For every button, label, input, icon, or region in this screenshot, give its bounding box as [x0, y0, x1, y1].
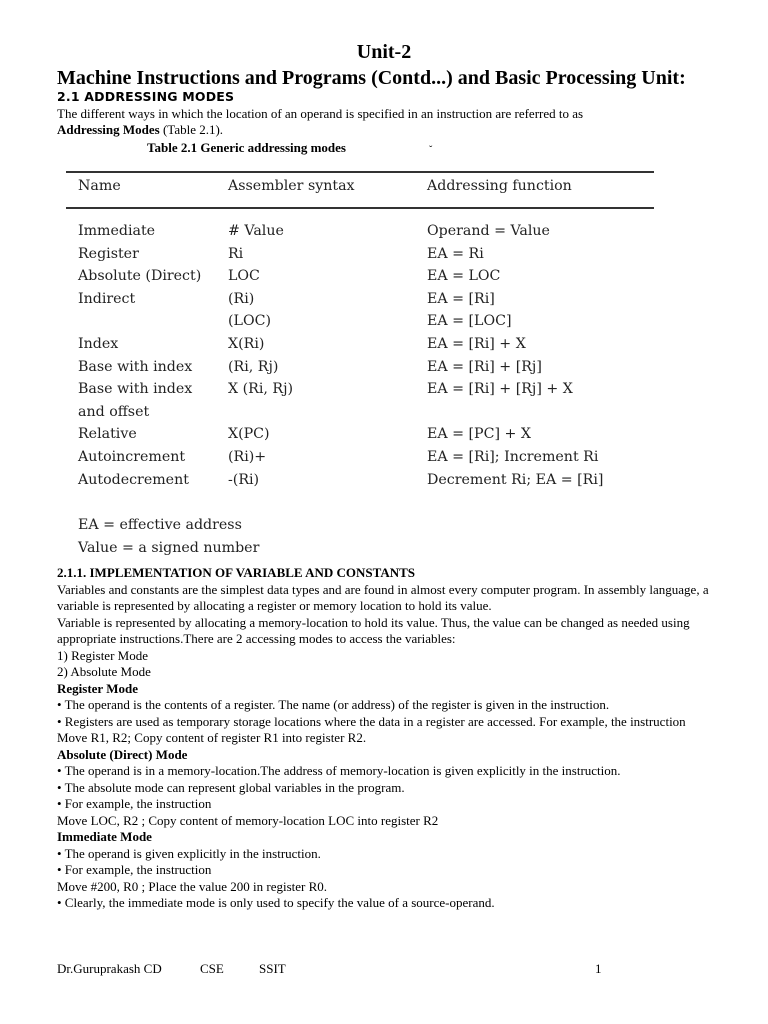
immediate-mode-bullet-1: • The operand is given explicitly in the instruction.: [57, 845, 321, 861]
table-cell-name: Absolute (Direct): [78, 268, 202, 285]
section-heading: 2.1 ADDRESSING MODES: [57, 89, 235, 104]
table-cell-function: EA = [LOC]: [427, 313, 512, 330]
list-item-absolute-mode: 2) Absolute Mode: [57, 664, 151, 679]
footer-author: Dr.Guruprakash CD: [57, 961, 162, 976]
scan-artifact-mark: ˇ: [429, 145, 433, 156]
table-cell-name: Base with index: [78, 358, 193, 375]
table-cell-function: EA = LOC: [427, 268, 501, 285]
table-header-rule: [66, 207, 654, 209]
table-cell-function: Decrement Ri; EA = [Ri]: [427, 471, 604, 488]
intro-text: The different ways in which the location of an operand is specified in an instruction are referred to as: [57, 106, 584, 121]
table-cell-syntax: -(Ri): [228, 471, 260, 488]
table-cell-function: EA = [Ri] + [Rj]: [427, 358, 542, 375]
register-mode-bullet-1: • The operand is the contents of a register. The name (or address) of the register is given in the instruction.: [57, 697, 610, 712]
footer-page-number: 1: [595, 961, 602, 976]
table-cell-name: Relative: [78, 426, 137, 443]
absolute-mode-bullet-1: • The operand is in a memory-location.The address of memory-location is given explicitly in the instruction.: [57, 763, 621, 778]
table-caption: Table 2.1 Generic addressing modes: [147, 140, 346, 155]
absolute-mode-bullet-2: • The absolute mode can represent global variables in the program.: [57, 779, 405, 795]
table-cell-syntax: X (Ri, Rj): [228, 381, 294, 398]
header-function: Addressing function: [427, 178, 572, 194]
table-cell-syntax: (Ri): [228, 290, 255, 307]
table-cell-name: and offset: [78, 403, 150, 420]
immediate-mode-example: Move #200, R0 ; Place the value 200 in register R0.: [57, 878, 328, 894]
table-cell-name: Index: [78, 336, 119, 352]
intro-paragraph: [57, 106, 727, 138]
register-mode-bullet-2: • Registers are used as temporary storage locations where the data in a register are accessed. For example, the instruction: [57, 713, 686, 729]
table-cell-function: EA = [PC] + X: [427, 426, 531, 443]
table-cell-syntax: LOC: [228, 268, 260, 285]
list-item-register-mode: 1) Register Mode: [57, 647, 148, 663]
immediate-mode-bullet-3: • Clearly, the immediate mode is only used to specify the value of a source-operand.: [57, 895, 495, 910]
footer-department: CSE: [200, 961, 224, 976]
register-mode-heading: Register Mode: [57, 680, 138, 696]
header-syntax: Assembler syntax: [228, 178, 355, 194]
paragraph-variable-representation: Variable is represented by allocating a memory-location to hold its value. Thus, the value can be changed as needed using appropriate instructions.There are 2 accessing modes to access the variables:: [57, 614, 690, 646]
addressing-modes-table: [66, 164, 661, 560]
table-cell-name: Base with index: [78, 381, 193, 398]
table-cell-function: EA = [Ri]: [427, 290, 495, 307]
absolute-mode-example: Move LOC, R2 ; Copy content of memory-location LOC into register R2: [57, 812, 439, 828]
table-cell-syntax: X(Ri): [228, 336, 265, 352]
table-cell-syntax: Ri: [228, 245, 244, 262]
body-content: [57, 565, 737, 912]
addressing-modes-term: Addressing Modes: [57, 122, 160, 137]
table-cell-function: EA = [Ri]; Increment Ri: [427, 449, 599, 465]
immediate-mode-bullet-2: • For example, the instruction: [57, 862, 212, 877]
register-mode-example: Move R1, R2; Copy content of register R1 into register R2.: [57, 730, 367, 745]
chapter-title: Machine Instructions and Programs (Contd...) and Basic Processing Unit:: [57, 67, 686, 89]
intro-table-ref: (Table 2.1).: [159, 122, 224, 137]
absolute-mode-bullet-3: • For example, the instruction: [57, 796, 212, 811]
table-cell-syntax: X(PC): [228, 426, 270, 443]
table-cell-syntax: (Ri, Rj): [228, 358, 279, 375]
table-cell-syntax: (LOC): [228, 313, 271, 330]
table-cell-name: Autoincrement: [78, 449, 186, 465]
immediate-mode-heading: Immediate Mode: [57, 829, 152, 844]
unit-title: Unit-2: [356, 41, 412, 63]
table-top-rule: [66, 171, 654, 173]
absolute-mode-heading: Absolute (Direct) Mode: [57, 746, 188, 762]
footnote-value: Value = a signed number: [78, 540, 260, 556]
table-cell-name: Register: [78, 245, 139, 262]
header-name: Name: [78, 178, 121, 194]
table-cell-function: EA = [Ri] + X: [427, 336, 526, 352]
table-cell-name: Immediate: [78, 223, 156, 239]
subsection-heading: 2.1.1. IMPLEMENTATION OF VARIABLE AND CONSTANTS: [57, 565, 416, 580]
table-cell-function: EA = Ri: [427, 245, 484, 262]
table-cell-syntax: (Ri)+: [228, 449, 267, 465]
table-cell-syntax: # Value: [228, 223, 284, 239]
table-cell-function: Operand = Value: [427, 223, 550, 239]
paragraph-variables: Variables and constants are the simplest data types and are found in almost every computer program. In assembly language, a variable is represented by allocating a register or memory location to hold its value.: [57, 581, 709, 613]
table-cell-function: EA = [Ri] + [Rj] + X: [427, 381, 573, 398]
table-cell-name: Indirect: [78, 290, 136, 307]
table-cell-name: Autodecrement: [78, 471, 189, 488]
footnote-ea: EA = effective address: [78, 517, 242, 533]
footer-institution: SSIT: [259, 961, 286, 976]
